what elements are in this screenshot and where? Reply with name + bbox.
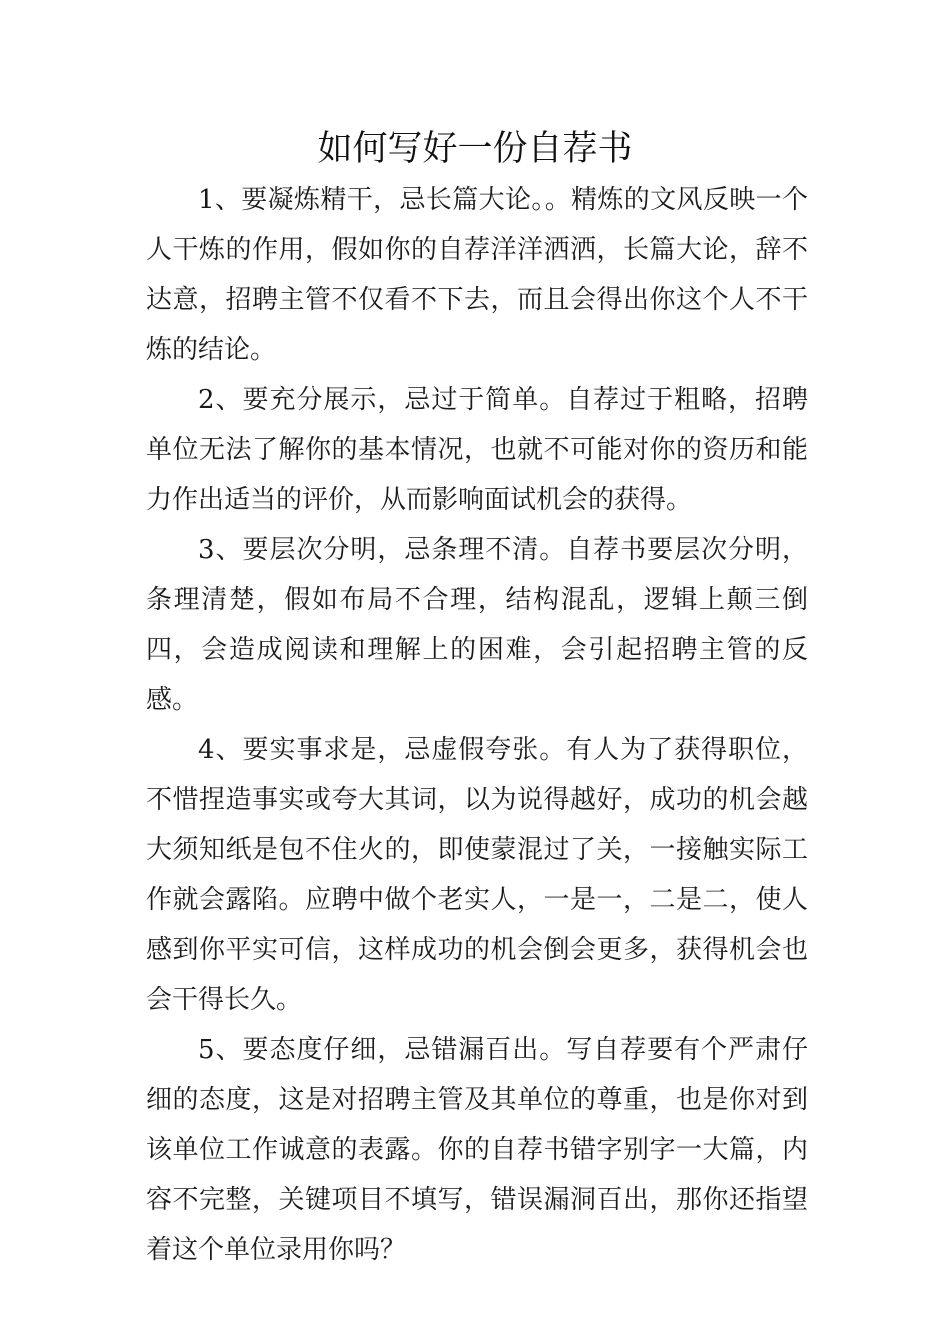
paragraph-5: 5、要态度仔细，忌错漏百出。写自荐要有个严肃仔细的态度，这是对招聘主管及其单位的尊重，也是你对到该单位工作诚意的表露。你的自荐书错字别字一大篇，内容不完整，关键项目不填写，错误漏洞百出，那你还指望着这个单位录用你吗？	[146, 1035, 808, 1265]
paragraph-2: 2、要充分展示，忌过于简单。自荐过于粗略，招聘单位无法了解你的基本情况，也就不可能对你的资历和能力作出适当的评价，从而影响面试机会的获得。	[146, 385, 808, 515]
paragraph-4: 4、要实事求是，忌虚假夸张。有人为了获得职位，不惜捏造事实或夸大其词，以为说得越好，成功的机会越大须知纸是包不住火的，即使蒙混过了关，一接触实际工作就会露陷。应聘中做个老实人，一是一，二是二，使人感到你平实可信，这样成功的机会倒会更多，获得机会也会干得长久。	[146, 735, 808, 1015]
document-body	[146, 175, 808, 1275]
paragraph-3: 3、要层次分明，忌条理不清。自荐书要层次分明，条理清楚，假如布局不合理，结构混乱，逻辑上颠三倒四，会造成阅读和理解上的困难，会引起招聘主管的反感。	[146, 535, 808, 715]
paragraph-1: 1、要凝炼精干，忌长篇大论。。精炼的文风反映一个人干炼的作用，假如你的自荐洋洋洒洒，长篇大论，辞不达意，招聘主管不仅看不下去，而且会得出你这个人不干炼的结论。	[146, 185, 808, 365]
document-title: 如何写好一份自荐书	[317, 129, 633, 169]
